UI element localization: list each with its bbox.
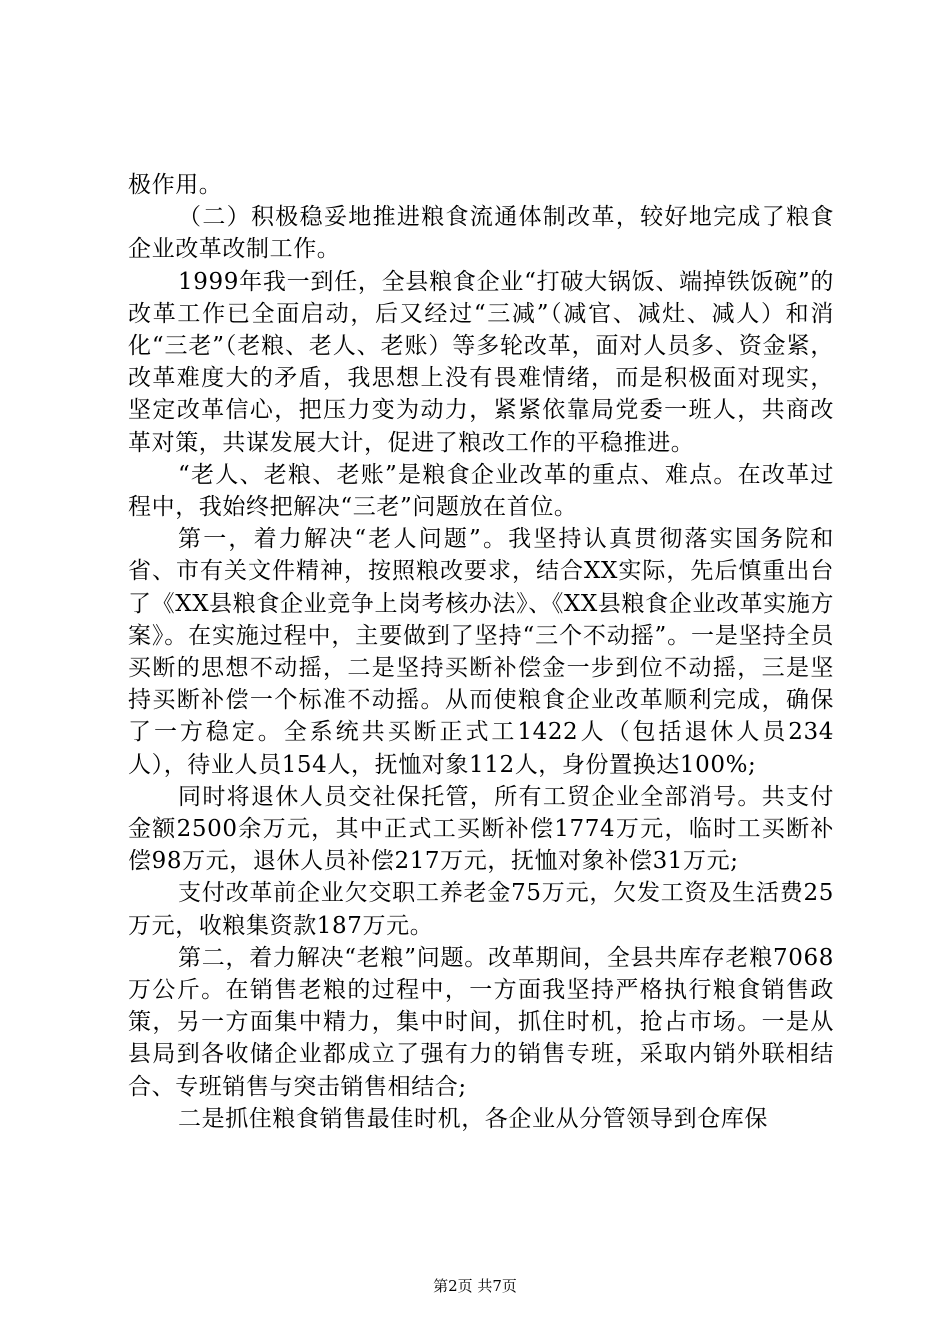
paragraph-7: 支付改革前企业欠交职工养老金75万元，欠发工资及生活费25万元，收粮集资款187万元。 bbox=[128, 880, 834, 939]
paragraph-8: 第二，着力解决“老粮”问题。改革期间，全县共库存老粮7068万公斤。在销售老粮的过程中，一方面我坚持严格执行粮食销售政策，另一方面集中精力，集中时间，抓住时机，抢占市场。一是从县局到各收储企业都成立了强有力的销售专班，采取内销外联相结合、专班销售与突击销售相结合; bbox=[128, 944, 834, 1100]
paragraph-4: “老人、老粮、老账”是粮食企业改革的重点、难点。在改革过程中，我始终把解决“三老”问题放在首位。 bbox=[128, 461, 834, 521]
paragraph-3: 1999年我一到任，全县粮食企业“打破大锅饭、端掉铁饭碗”的改革工作已全面启动，后又经过“三减”（减官、减灶、减人）和消化“三老”（老粮、老人、老账）等多轮改革，面对人员多、资金紧，改革难度大的矛盾，我思想上没有畏难情绪，而是积极面对现实，坚定改革信心，把压力变为动力，紧紧依靠局党委一班人，共商改革对策，共谋发展大计，促进了粮改工作的平稳推进。 bbox=[128, 268, 834, 456]
paragraph-1: 极作用。 bbox=[128, 172, 223, 198]
paragraph-6: 同时将退休人员交社保托管，所有工贸企业全部消号。共支付金额2500余万元，其中正式工买断补偿1774万元，临时工买断补偿98万元，退休人员补偿217万元，抚恤对象补偿31万元; bbox=[128, 783, 834, 875]
page-number-footer: 第2页 共7页 bbox=[433, 1277, 517, 1295]
document-body bbox=[128, 169, 834, 1135]
paragraph-9: 二是抓住粮食销售最佳时机，各企业从分管领导到仓库保 bbox=[178, 1105, 768, 1132]
paragraph-5: 第一，着力解决“老人问题”。我坚持认真贯彻落实国务院和省、市有关文件精神，按照粮改要求，结合XX实际，先后慎重出台了《XX县粮食企业竞争上岗考核办法》、《XX县粮食企业改革实施方案》。在实施过程中，主要做到了坚持“三个不动摇”。一是坚持全员买断的思想不动摇，二是坚持买断补偿金一步到位不动摇，三是坚持买断补偿一个标准不动摇。从而使粮食企业改革顺利完成，确保了一方稳定。全系统共买断正式工1422人（包括退休人员234人），待业人员154人，抚恤对象112人，身份置换达100%; bbox=[128, 526, 834, 778]
paragraph-2: （二）积极稳妥地推进粮食流通体制改革，较好地完成了粮食企业改革改制工作。 bbox=[128, 204, 834, 263]
